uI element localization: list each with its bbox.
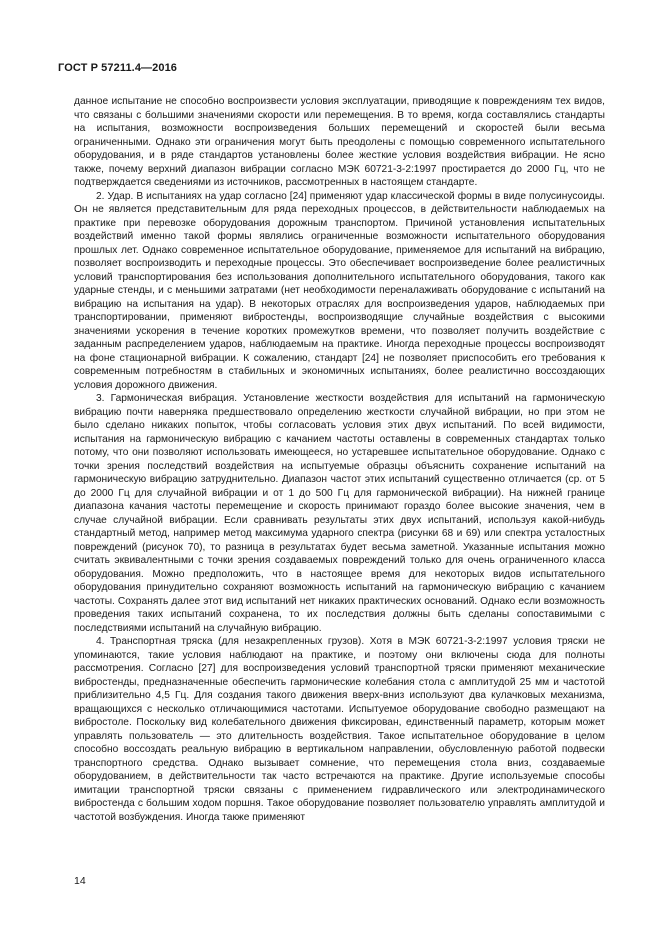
paragraph-transport-bounce: 4. Транспортная тряска (для незакрепленных грузов). Хотя в МЭК 60721-3-2:1997 условия тряски не упоминаются, такие условия наблюдают на практике, и поэтому они включены сюда для полноты рассмотрения. Согласно [27] для воспроизведения условий транспортной тряски применяют механические вибростенды, предназначенные обеспечить гармонические колебания стола с амплитудой 25 мм и частотой приблизительно 4,5 Гц. Для создания такого движения вверх-вниз используют два кулачковых механизма, вращающихся с несколько отличающимися частотами. Испытуемое оборудование свободно размещают на вибростоле. Поскольку вид колебательного движения фиксирован, единственный параметр, которым может управлять пользователь — это длительность воздействия. Такое испытательное оборудование в целом способно воссоздать реальную вибрацию в вертикальном направлении, обусловленную работой подвески транспортного средства. Однако вызывает сомнение, что перемещения стола вниз, создаваемые оборудованием, в действительности так часто встречаются на практике. Другие используемые способы имитации транспортной тряски связаны с применением гидравлического или электродинамического вибростенда с большим ходом поршня. Такое оборудование позволяет пользователю управлять амплитудой и частотой возбуждения. Иногда также применяют xyxy=(74,636,605,823)
paragraph-continuation: данное испытание не способно воспроизвести условия эксплуатации, приводящие к повреждениям тех видов, что связаны с большими значениями скорости или перемещения. В то время, когда составлялись стандарты на испытания, возможности воспроизведения больших перемещений и скоростей были весьма ограниченными. Однако эти ограничения могут быть преодолены с помощью современного испытательного оборудования, и в ряде стандартов установлены более жесткие условия воздействия вибрации. Не ясно также, почему верхний диапазон вибрации согласно МЭК 60721-3-2:1997 простирается до 2000 Гц, что не подтверждается сведениями из источников, рассмотренных в настоящем стандарте. xyxy=(74,96,605,188)
paragraph-harmonic-vibration: 3. Гармоническая вибрация. Установление жесткости воздействия для испытаний на гармоническую вибрацию почти наверняка предшествовало определению жесткости случайной вибрации, но при этом не было сделано никаких попыток, чтобы согласовать условия этих двух испытаний. По всей видимости, испытания на гармоническую вибрацию с качанием частоты оставлены в современных стандартах только потому, что они позволяют использовать имеющееся, но устаревшее испытательное оборудование. Однако с точки зрения последствий воздействия на испытуемые образцы объяснить сохранение испытаний на гармоническую вибрацию затруднительно. Диапазон частот этих испытаний существенно отличается (ср. от 5 до 2000 Гц для случайной вибрации и от 1 до 500 Гц для гармонической вибрации). На нижней границе диапазона качания частоты перемещение и скорость принимают гораздо более высокие значения, чем в случае случайной вибрации. Если сравнивать результаты этих двух испытаний, используя какой-нибудь стандартный метод, например метод максимума ударного спектра (рисунки 68 и 69) или спектра усталостных повреждений (рисунок 70), то разница в результатах будет весьма заметной. Указанные испытания можно считать эквивалентными с точки зрения создаваемых повреждений только для очень ограниченного класса оборудования. Можно предположить, что в настоящее время для некоторых видов испытательного оборудования принудительно сохраняют возможность испытаний на гармоническую вибрацию с качанием частоты. Сохранять далее этот вид испытаний нет никаких практических оснований. Однако если возможность проведения таких испытаний сохранена, то их последствия должны быть сделаны сопоставимыми с последствиями испытаний на случайную вибрацию. xyxy=(74,393,605,634)
body-text xyxy=(74,95,605,824)
document-code-header: ГОСТ Р 57211.4—2016 xyxy=(58,62,178,74)
page-number: 14 xyxy=(74,875,86,887)
paragraph-shock: 2. Удар. В испытаниях на удар согласно [24] применяют удар классической формы в виде полусинусоиды. Он не является представительным для ряда переходных процессов, в действительности наблюдаемых на практике при перевозке оборудования дорожным транспортом. Причиной установления испытательных воздействий именно такой формы являлись ограниченные возможности испытательного оборудования прошлых лет. Однако современное испытательное оборудование, применяемое для испытаний на вибрацию, позволяет воспроизводить и переходные процессы. Это обеспечивает воспроизведение более реалистичных условий транспортирования без использования дополнительного испытательного оборудования, такого как ударные стенды, и с меньшими затратами (нет необходимости переналаживать оборудование с испытаний на вибрацию на испытания на удар). В некоторых отраслях для воспроизведения ударов, наблюдаемых при транспортировании, применяют вибростенды, воспроизводящие случайные воздействия с высокими значениями ускорения в течение коротких промежутков времени, что позволяет получить воздействие с заданным распределением ударов, наблюдаемым на практике. Иногда переходные процессы воспроизводят на фоне стационарной вибрации. К сожалению, стандарт [24] не позволяет приспособить его требования к современным потребностям в стабильных и экономичных испытаниях, более реалистично воссоздающих условия дорожного движения. xyxy=(74,190,605,391)
